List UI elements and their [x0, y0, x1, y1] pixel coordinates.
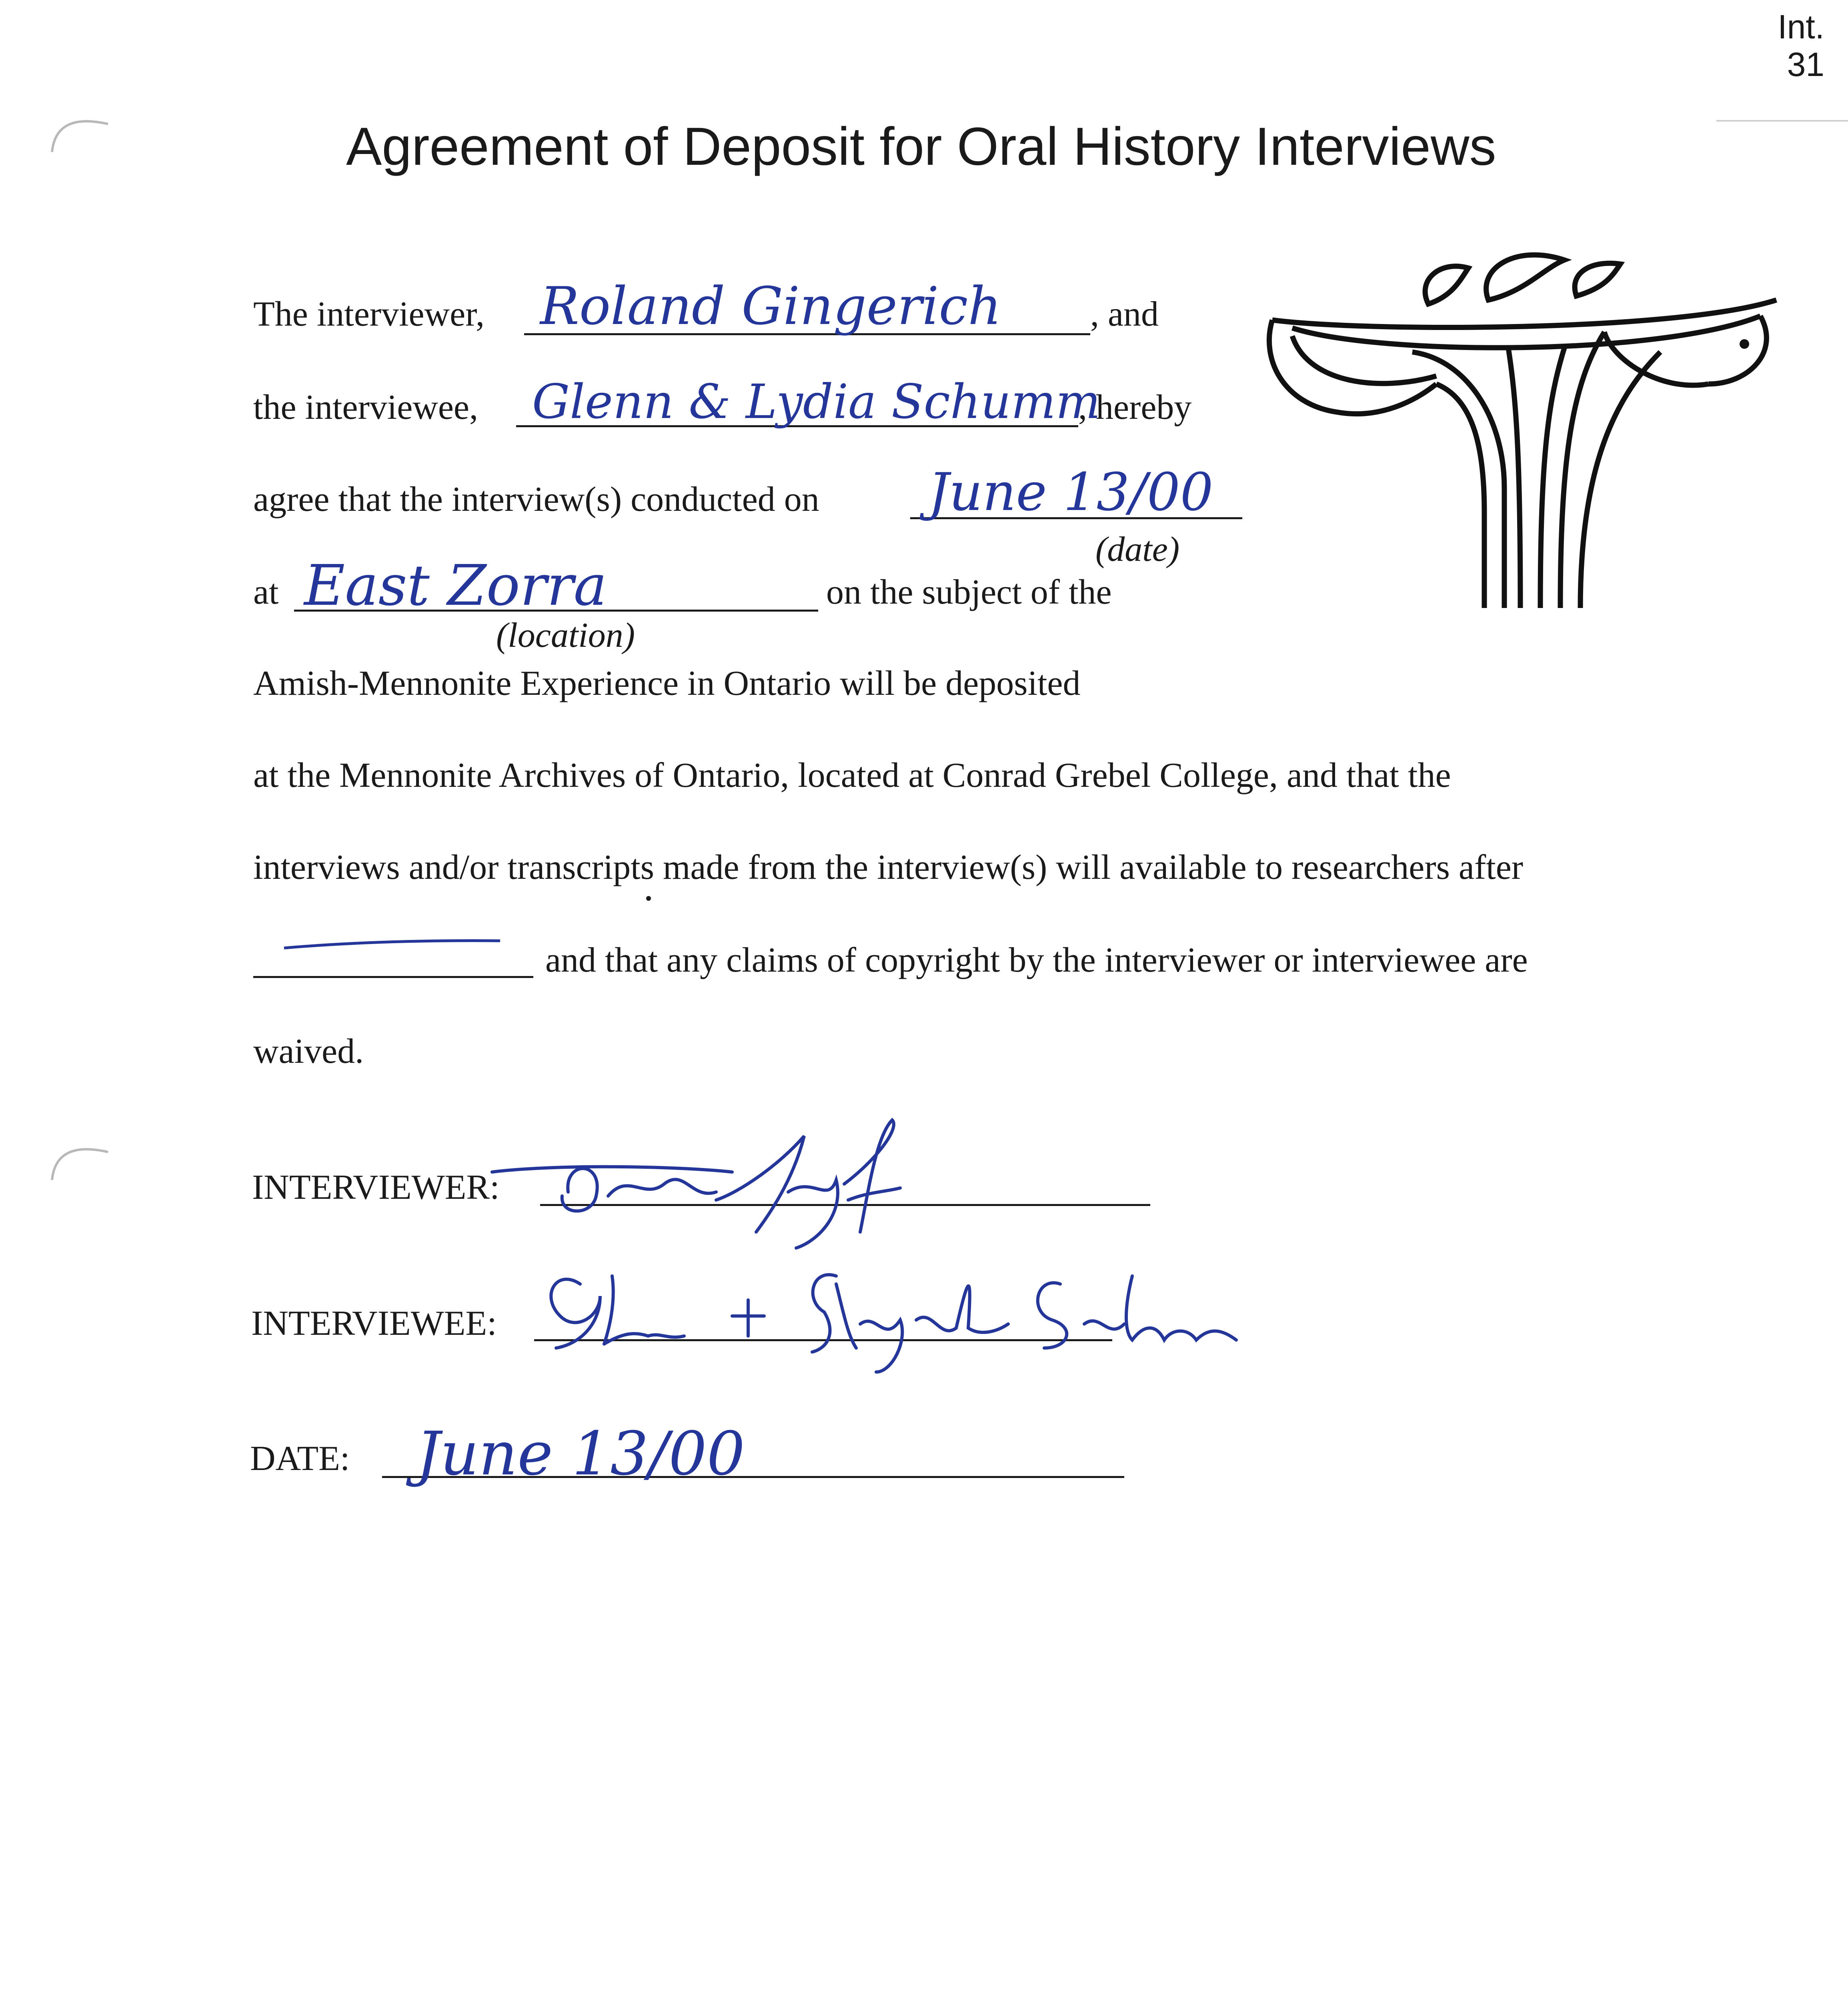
interviewee-signature — [532, 1252, 1244, 1382]
interviewer-signature — [476, 1112, 1036, 1266]
stray-dot — [646, 896, 651, 901]
line6: at the Mennonite Archives of Ontario, located at Conrad Grebel College, and that the — [253, 756, 1451, 795]
availability-handwritten-stroke — [280, 936, 504, 954]
binder-hole-middle — [48, 1132, 112, 1190]
signature-date-handwriting: June 13/00 — [416, 1419, 745, 1489]
line2-prefix: the interviewee, — [253, 388, 478, 427]
line5: Amish-Mennonite Experience in Ontario will be deposited — [253, 664, 1081, 703]
flame-plant-logo — [1260, 232, 1780, 618]
date-label: DATE: — [250, 1439, 350, 1478]
line4-prefix: at — [253, 573, 279, 612]
line1-suffix: , and — [1090, 295, 1159, 334]
interviewee-names-handwriting: Glenn & Lydia Schumm — [532, 374, 1101, 429]
corner-tag-line2: 31 — [1787, 46, 1824, 84]
interviewer-label: INTERVIEWER: — [252, 1168, 500, 1207]
corner-tag-rule — [1716, 120, 1848, 122]
date-caption: (date) — [1095, 530, 1180, 569]
line9: waived. — [253, 1032, 364, 1071]
interview-date-handwriting: June 13/00 — [928, 462, 1213, 522]
line1-prefix: The interviewer, — [253, 295, 485, 334]
page-title: Agreement of Deposit for Oral History Interviews — [346, 117, 1496, 176]
binder-hole-top — [48, 104, 112, 162]
corner-tag — [1744, 8, 1824, 83]
line3-prefix: agree that the interview(s) conducted on — [253, 480, 819, 519]
interviewee-label: INTERVIEWEE: — [251, 1304, 497, 1343]
line7: interviews and/or transcripts made from the interview(s) will available to researchers after — [253, 848, 1524, 887]
line2-suffix: , hereby — [1078, 388, 1192, 427]
interviewer-name-handwriting: Roland Gingerich — [540, 276, 1002, 336]
line8-suffix: and that any claims of copyright by the interviewer or interviewee are — [545, 941, 1528, 980]
location-handwriting: East Zorra — [304, 553, 607, 618]
location-caption: (location) — [496, 616, 635, 655]
availability-blank — [253, 976, 533, 978]
line4-suffix: on the subject of the — [826, 573, 1112, 612]
corner-tag-line1: Int. — [1778, 8, 1824, 46]
